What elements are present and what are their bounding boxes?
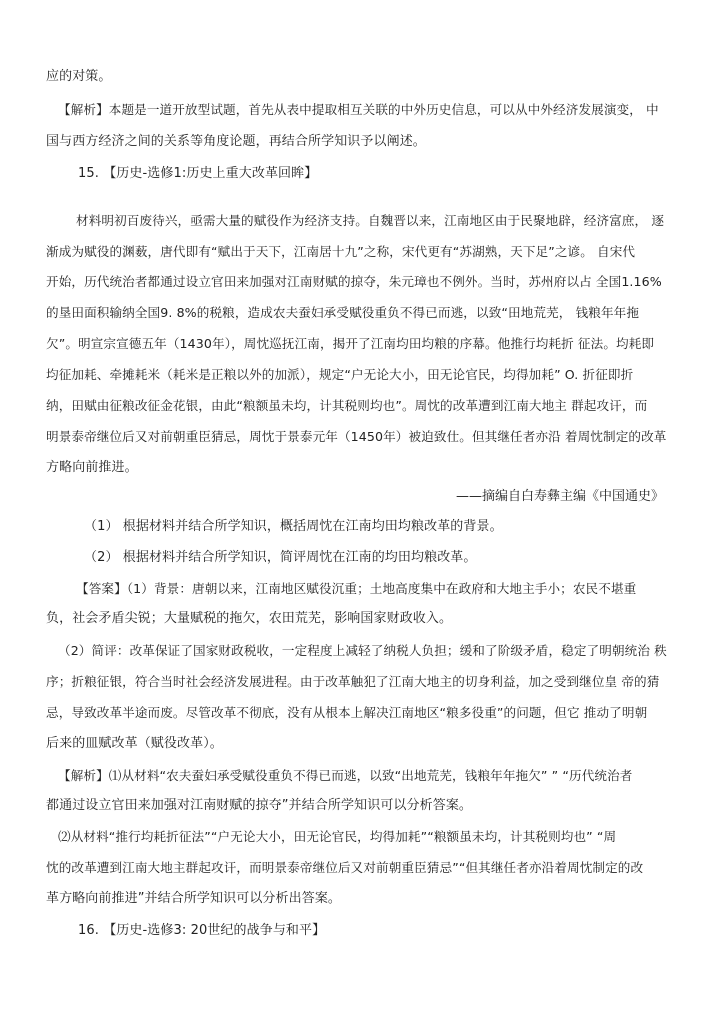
text-line: 应的对策。 [46, 69, 112, 84]
material-line: 渐成为赋役的渊薮，唐代即有“赋出于天下，江南居十九”之称，宋代更有“苏湖熟，天下足”之谚。 自宋代 [46, 244, 636, 259]
answer-line: 【答案】（1）背景：唐朝以来，江南地区赋役沉重；土地高度集中在政府和大地主手小；农民不堪重 [76, 581, 637, 596]
material-line: 欠”。明宣宗宣德五年（1430年），周忱巡抚江南，揭开了江南均田均粮的序幕。他推行均耗折 征法。均耗即 [46, 336, 655, 351]
sub-question: （1） 根据材料并结合所学知识，概括周忱在江南均田均粮改革的背景。 [84, 519, 503, 534]
material-line: 明景泰帝继位后又对前朝重臣猜忌，周忱于景泰元年（1450年）被迫致仕。但其继任者亦沿 着周忱制定的改革 [46, 429, 667, 444]
material-line: 的垦田面积输纳全国9. 8%的税粮，造成农夫蚕妇承受赋役重负不得已而逃，以致“田地荒芜， 钱粮年年拖 [46, 305, 640, 320]
material-line: 方略向前推进。 [46, 460, 138, 475]
material-line: 开始，历代统治者都通过设立官田来加强对江南财赋的掠夺，朱元璋也不例外。当时，苏州府以占 全国1.16% [46, 274, 662, 289]
question-heading: 15. 【历史-选修1:历史上重大改革回眸】 [78, 166, 318, 181]
sub-question: （2） 根据材料并结合所学知识，简评周忱在江南的均田均粮改革。 [84, 550, 477, 565]
question-heading: 16. 【历史-选修3: 20世纪的战争与和平】 [78, 923, 326, 938]
answer-line: 忌，导致改革半途而废。尽管改革不彻底，没有从根本上解决江南地区“粮多役重”的问题，但它 推动了明朝 [46, 705, 648, 720]
source-citation: ——摘编自白寿彝主编《中国通史》 [455, 489, 664, 504]
text-line: 国与西方经济之间的关系等角度论题，再结合所学知识予以阐述。 [46, 134, 426, 149]
material-line: 均征加耗、牵摊耗米（耗米是正粮以外的加派），规定“户无论大小，田无论官民，均得加耗” O. 折征即折 [46, 367, 634, 382]
analysis-line: 忱的改革遭到江南大地主群起攻讦，而明景泰帝继位后又对前朝重臣猜忌”“但其继任者亦沿着周忱制定的改 [46, 860, 644, 875]
answer-line: （2）简评：改革保证了国家财政税收，一定程度上减轻了纳税人负担；缓和了阶级矛盾，稳定了明朝统治 秩 [58, 643, 667, 658]
answer-line: 后来的皿赋改革（赋役改革）。 [46, 736, 223, 751]
analysis-line: ⑵从材料“推行均耗折征法”“户无论大小，田无论官民，均得加耗”“粮额虽未均，计其税则均也” “周 [58, 829, 617, 844]
analysis-line: 都通过设立官田来加强对江南财赋的掠夺”并结合所学知识可以分析答案。 [46, 798, 473, 813]
material-line: 材料明初百废待兴，亟需大量的赋役作为经济支持。自魏晋以来，江南地区由于民聚地辟，经济富庶， 逐 [76, 213, 665, 228]
analysis-line: 革方略向前推进”并结合所学知识可以分析出答案。 [46, 891, 342, 906]
answer-line: 序；折粮征银，符合当时社会经济发展进程。由于改革触犯了江南大地主的切身利益，加之受到继位皇 帝的猜 [46, 674, 660, 689]
analysis-line: 【解析】⑴从材料“农夫蚕妇承受赋役重负不得已而逃，以致“出地荒芜，钱粮年年拖欠” ” “历代统治者 [58, 768, 633, 783]
answer-line: 负，社会矛盾尖锐；大量赋税的拖欠，农田荒芜，影响国家财政收入。 [46, 611, 453, 626]
analysis-line: 【解析】本题是一道开放型试题，首先从表中提取相互关联的中外历史信息，可以从中外经济发展演变， 中 [58, 102, 659, 117]
material-line: 纳，田赋由征粮改征金花银，由此“粮额虽未均，计其税则均也”。周忱的改革遭到江南大地主 群起攻讦，而 [46, 398, 648, 413]
